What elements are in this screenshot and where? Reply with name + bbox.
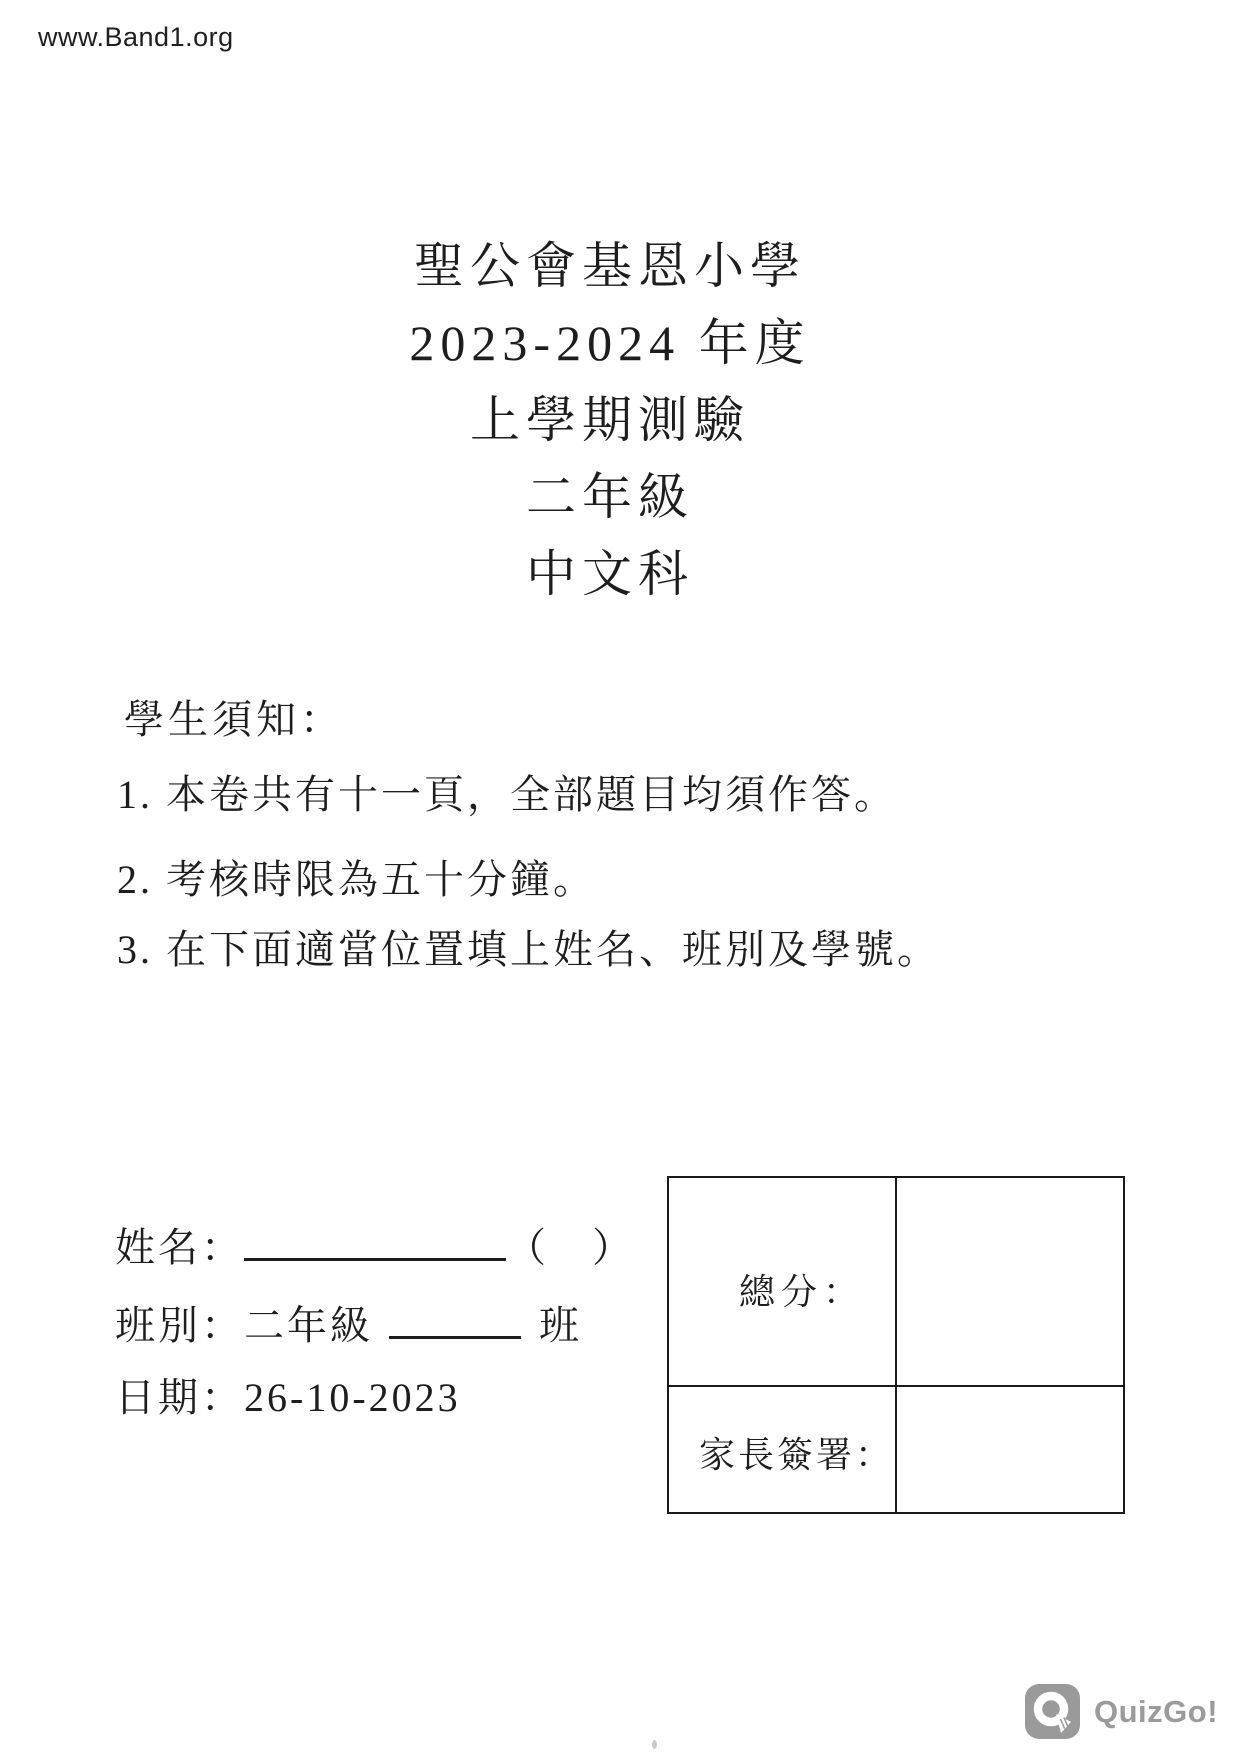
score-box-table <box>667 1176 1125 1514</box>
name-blank-field <box>244 1258 506 1261</box>
class-row <box>115 1294 582 1351</box>
scan-artifact <box>652 1740 657 1749</box>
class-suffix: 班 <box>539 1303 582 1348</box>
subject-name: 中文科 <box>526 546 694 602</box>
date-value: 26-10-2023 <box>244 1375 461 1420</box>
class-grade-text: 二年級 <box>244 1303 373 1348</box>
parent-signature-value-cell <box>897 1387 1123 1512</box>
date-row <box>115 1366 461 1423</box>
quizgo-logo <box>1025 1684 1218 1739</box>
instructions-heading: 學生須知： <box>124 697 344 742</box>
class-number-paren-open: （ <box>506 1225 546 1270</box>
class-number-paren-close: ） <box>592 1225 632 1270</box>
school-year: 2023-2024 年度 <box>409 315 811 371</box>
watermark-url: www.Band1.org <box>38 22 234 52</box>
total-score-label-cell <box>669 1178 897 1387</box>
class-blank-field <box>389 1336 521 1339</box>
name-label: 姓名： <box>115 1225 244 1270</box>
date-label: 日期： <box>115 1375 244 1420</box>
name-row <box>115 1216 632 1273</box>
parent-signature-label: 家長簽署： <box>699 1435 895 1475</box>
total-score-label: 總分： <box>739 1272 866 1312</box>
school-name: 聖公會基恩小學 <box>414 238 806 294</box>
instruction-item-2: 2. 考核時限為五十分鐘。 <box>117 857 596 902</box>
instruction-item-3: 3. 在下面適當位置填上姓名、班別及學號。 <box>117 927 940 972</box>
class-label: 班別： <box>115 1303 244 1348</box>
quizgo-brand-text: QuizGo! <box>1094 1693 1219 1729</box>
instruction-item-1: 1. 本卷共有十一頁，全部題目均須作答。 <box>117 772 897 817</box>
total-score-value-cell <box>897 1178 1123 1387</box>
term-exam: 上學期測驗 <box>470 392 750 448</box>
quizgo-logo-icon <box>1025 1684 1080 1739</box>
grade-level: 二年級 <box>526 469 694 525</box>
title-block <box>0 228 1220 613</box>
parent-signature-label-cell <box>669 1387 897 1512</box>
